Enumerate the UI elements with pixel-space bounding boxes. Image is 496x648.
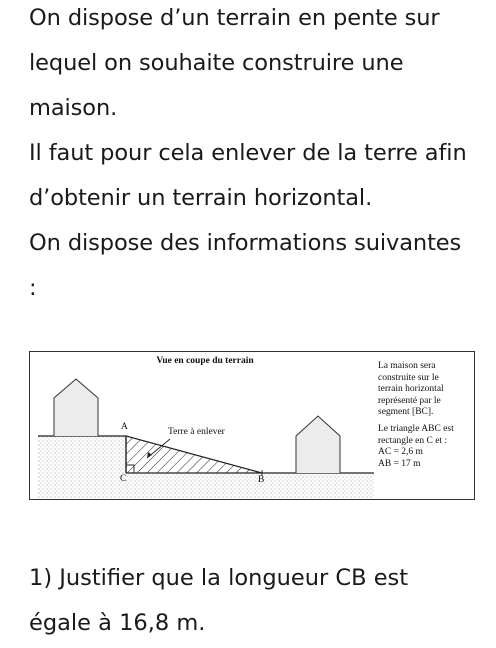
intro-text <box>29 0 489 311</box>
intro-line-4: Il faut pour cela enlever de la terre afin <box>29 140 467 166</box>
note-triangle <box>378 424 474 470</box>
note-house-line: représenté par le <box>378 395 441 406</box>
right-house <box>296 416 340 473</box>
note-triangle-line: rectangle en C et : <box>378 435 448 446</box>
note-house-line: La maison sera <box>378 361 436 371</box>
intro-line-3: maison. <box>29 95 118 121</box>
intro-line-7: : <box>29 275 37 301</box>
note-house <box>378 361 474 419</box>
note-house-line: construite sur le <box>378 372 439 383</box>
question-1 <box>29 556 489 646</box>
label-point-a: A <box>121 422 128 432</box>
intro-line-5: d’obtenir un terrain horizontal. <box>29 185 373 211</box>
intro-line-2: lequel on souhaite construire une <box>29 50 404 76</box>
label-point-c: C <box>120 474 127 484</box>
note-house-line: terrain horizontal <box>378 384 444 395</box>
note-triangle-line: AB = 17 m <box>378 458 421 469</box>
intro-line-6: On dispose des informations suivantes <box>29 230 462 256</box>
left-house <box>54 379 98 436</box>
note-triangle-line: AC = 2,6 m <box>378 447 423 458</box>
figure-title: Vue en coupe du terrain <box>156 356 254 366</box>
question-line-2: égale à 16,8 m. <box>29 610 206 636</box>
note-triangle-line: Le triangle ABC est <box>378 423 454 434</box>
label-point-b: B <box>258 475 265 485</box>
intro-line-1: On dispose d’un terrain en pente sur <box>29 5 440 31</box>
figure-note <box>378 361 474 475</box>
label-terre-a-enlever: Terre à enlever <box>168 427 225 437</box>
terrain-cross-section-figure <box>29 351 475 500</box>
note-house-line: segment [BC]. <box>378 407 434 418</box>
question-line-1: 1) Justifier que la longueur CB est <box>29 565 409 591</box>
